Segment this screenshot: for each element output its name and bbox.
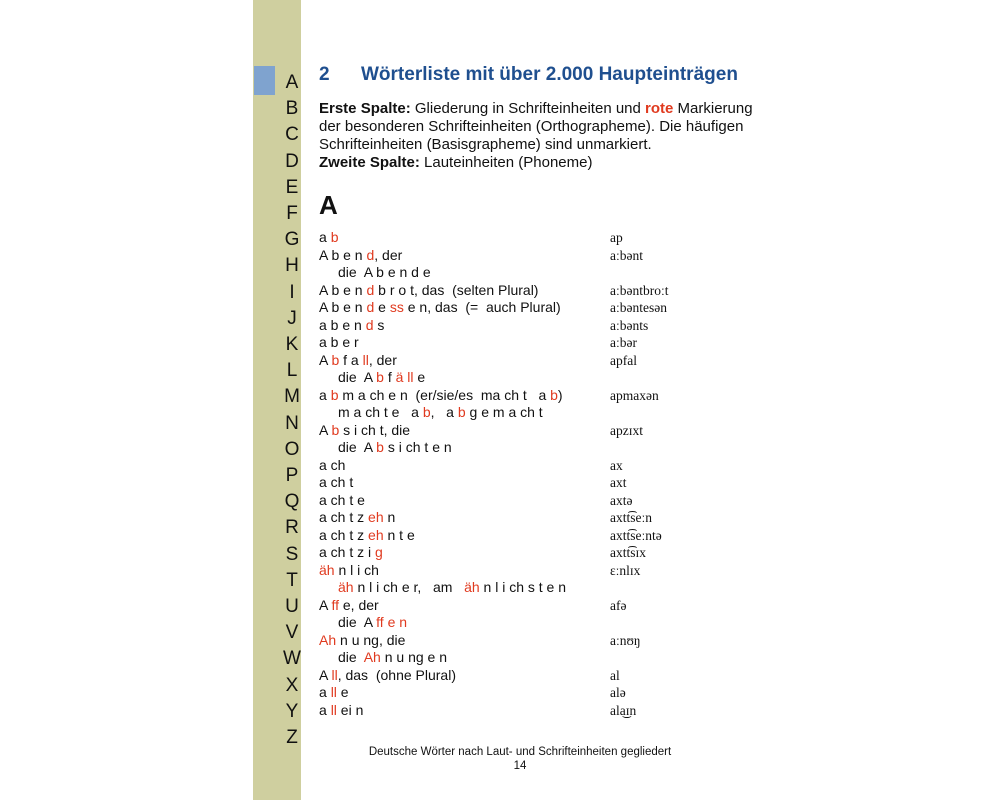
second-column-label: Zweite Spalte: <box>319 154 420 171</box>
grapheme-text: m a ch e n (er/sie/es ma ch t a <box>338 386 551 403</box>
entry-graphemes <box>319 702 363 718</box>
grapheme-text: a b e n <box>319 316 366 333</box>
entry-plural-form <box>319 404 699 422</box>
index-letter-c[interactable]: C <box>285 124 299 146</box>
grapheme-text: A <box>319 351 332 368</box>
grapheme-text: die <box>338 649 364 665</box>
index-letter-x[interactable]: X <box>285 674 299 696</box>
grapheme-text: a ch t e <box>319 491 365 508</box>
grapheme-text: A <box>319 666 332 683</box>
grapheme-text: , das (ohne Plural) <box>337 666 456 683</box>
grapheme-text: A b e n <box>319 246 367 263</box>
phoneme-transcription: aːbəntbroːt <box>610 282 669 298</box>
orthographeme-mark: b <box>330 386 339 403</box>
phoneme-transcription: ala͜ɪn <box>610 702 637 718</box>
orthographeme-mark: ll <box>362 351 369 368</box>
grapheme-text: die A <box>338 614 377 630</box>
entry-row <box>319 667 699 685</box>
entry-row <box>319 562 699 580</box>
orthographeme-mark: b <box>330 229 339 245</box>
grapheme-text: ei n <box>336 701 364 718</box>
orthographeme-mark: äh <box>464 579 480 595</box>
grapheme-text: A <box>319 596 332 613</box>
entry-row <box>319 632 699 650</box>
index-letter-s[interactable]: S <box>285 543 299 565</box>
chapter-number: 2 <box>319 64 330 85</box>
word-list <box>319 229 699 719</box>
phoneme-transcription: aːbənt <box>610 247 643 263</box>
index-letter-p[interactable]: P <box>285 465 299 486</box>
entry-row <box>319 544 699 562</box>
entry-graphemes <box>319 229 338 245</box>
grapheme-text: A b e n <box>319 281 367 298</box>
entry-row <box>319 282 699 300</box>
entry-graphemes <box>319 667 456 683</box>
orthographeme-mark: d <box>366 281 375 298</box>
entry-graphemes <box>319 527 415 543</box>
grapheme-text: a b e r <box>319 334 359 350</box>
phoneme-transcription: aːbər <box>610 335 637 350</box>
orthographeme-mark: d <box>366 246 375 263</box>
grapheme-text: s i ch t, die <box>339 421 411 438</box>
phoneme-transcription: axtə <box>610 492 633 508</box>
entry-graphemes <box>319 334 359 350</box>
grapheme-text: n u ng, die <box>336 631 406 648</box>
index-letter-i[interactable]: I <box>289 281 295 303</box>
grapheme-text: n l i ch e r, am <box>353 579 465 595</box>
grapheme-text: b r o t, das (selten Plural) <box>374 281 539 298</box>
orthographeme-mark: Ah <box>363 649 381 665</box>
grapheme-text: n l i ch <box>334 561 379 578</box>
entry-graphemes <box>319 509 395 525</box>
index-letter-l[interactable]: L <box>286 360 298 382</box>
entry-row <box>319 684 699 702</box>
phoneme-transcription: al <box>610 667 620 683</box>
intro-paragraph <box>319 100 759 172</box>
entry-plural-form <box>319 649 699 667</box>
index-letter-z[interactable]: Z <box>286 727 298 748</box>
intro-text-b: Markierung der besonderen Schrifteinheiten (Orthographeme). Die häufigen Schrifteinheiten (Basisgrapheme) sind unmarkiert. <box>319 100 753 153</box>
active-letter-marker <box>254 66 275 95</box>
orthographeme-mark: eh <box>368 509 384 525</box>
entry-graphemes <box>319 439 452 455</box>
index-letter-w[interactable]: W <box>283 648 301 670</box>
entry-plural-form <box>319 614 699 632</box>
orthographeme-mark: äh <box>338 579 354 595</box>
entry-plural-form <box>319 439 699 457</box>
chapter-title: Wörterliste mit über 2.000 Haupteinträgen <box>361 64 738 85</box>
orthographeme-mark: b <box>422 404 431 420</box>
grapheme-text: die A <box>338 439 377 455</box>
grapheme-text: , a <box>430 404 458 420</box>
grapheme-text: a <box>319 386 331 403</box>
orthographeme-mark: b <box>550 386 558 403</box>
entry-graphemes <box>319 632 405 648</box>
grapheme-text: A b e n <box>319 299 367 315</box>
grapheme-text: a ch t z i <box>319 544 376 560</box>
entry-graphemes <box>319 352 397 368</box>
entry-row <box>319 509 699 527</box>
entry-row <box>319 474 699 492</box>
orthographeme-mark: b <box>376 439 384 455</box>
grapheme-text: a <box>319 684 331 700</box>
entry-plural-form <box>319 369 699 387</box>
chapter-heading <box>319 64 738 86</box>
orthographeme-mark: Ah <box>319 631 337 648</box>
orthographeme-mark: d <box>366 299 375 315</box>
entry-graphemes <box>319 317 384 333</box>
orthographeme-mark: ll <box>330 684 337 700</box>
page-number: 14 <box>513 760 527 772</box>
footer-caption: Deutsche Wörter nach Laut- und Schrifteinheiten gegliedert <box>368 746 672 758</box>
index-letter-b[interactable]: B <box>285 98 299 120</box>
intro-text-a: Gliederung in Schrifteinheiten und <box>410 100 646 117</box>
entry-row <box>319 334 699 352</box>
entry-graphemes <box>319 492 365 508</box>
entry-graphemes <box>319 562 379 578</box>
orthographeme-mark: b <box>376 369 384 385</box>
orthographeme-mark: b <box>331 351 340 368</box>
intro-text-c: Lauteinheiten (Phoneme) <box>419 154 593 171</box>
orthographeme-mark: ll <box>331 666 338 683</box>
index-letter-t[interactable]: T <box>286 569 298 591</box>
entry-row <box>319 247 699 265</box>
orthographeme-mark: b <box>457 404 466 420</box>
phoneme-transcription: ɛːnlɪx <box>610 562 641 578</box>
grapheme-text: n <box>383 509 396 525</box>
entry-graphemes <box>319 649 447 665</box>
index-letter-n[interactable]: N <box>285 412 299 434</box>
phoneme-transcription: aːbəntesən <box>610 300 667 315</box>
phoneme-transcription: apfal <box>610 352 637 368</box>
grapheme-text: , der <box>368 351 397 368</box>
entry-graphemes <box>319 457 345 473</box>
red-keyword: rote <box>645 100 674 117</box>
phoneme-transcription: ap <box>610 230 623 245</box>
grapheme-text: e, der <box>339 596 379 613</box>
entry-graphemes <box>319 684 349 700</box>
entry-graphemes <box>319 597 379 613</box>
entry-graphemes <box>319 282 538 298</box>
entry-row <box>319 702 699 720</box>
index-letter-r[interactable]: R <box>285 517 299 539</box>
phoneme-transcription: ax <box>610 457 623 473</box>
grapheme-text: A <box>319 421 332 438</box>
grapheme-text: die A b e n d e <box>338 264 431 280</box>
grapheme-text: g e m a ch t <box>465 404 543 420</box>
entry-plural-form <box>319 264 699 282</box>
index-letter-m[interactable]: M <box>284 386 300 408</box>
grapheme-text: a <box>319 701 331 718</box>
entry-graphemes <box>319 614 407 630</box>
entry-row <box>319 527 699 545</box>
section-letter: A <box>319 190 338 220</box>
orthographeme-mark: äh <box>319 561 335 578</box>
index-letter-e[interactable]: E <box>285 176 299 198</box>
orthographeme-mark: b <box>331 421 340 438</box>
orthographeme-mark: ff <box>331 596 339 613</box>
phoneme-transcription: axtt͡seːntə <box>610 527 662 543</box>
grapheme-text: f <box>383 369 396 385</box>
phoneme-transcription: apmaxən <box>610 387 659 403</box>
orthographeme-mark: ä ll <box>395 369 414 385</box>
grapheme-text: ) <box>557 386 563 403</box>
grapheme-text: s i ch t e n <box>383 439 452 455</box>
grapheme-text: n t e <box>383 526 415 543</box>
index-letter-f[interactable]: F <box>286 203 298 224</box>
entry-row <box>319 352 699 370</box>
grapheme-text: n l i ch s t e n <box>479 579 567 595</box>
index-letter-o[interactable]: O <box>284 438 300 460</box>
entry-graphemes <box>319 299 561 315</box>
index-letter-y[interactable]: Y <box>285 700 299 722</box>
phoneme-transcription: axt <box>610 475 627 490</box>
entry-graphemes <box>319 247 402 263</box>
grapheme-text: s <box>373 316 385 333</box>
entry-row <box>319 457 699 475</box>
index-letter-q[interactable]: Q <box>284 491 300 513</box>
phoneme-transcription: afə <box>610 597 627 613</box>
index-letter-u[interactable]: U <box>285 596 299 617</box>
entry-graphemes <box>319 404 543 420</box>
entry-graphemes <box>319 544 383 560</box>
entry-graphemes <box>319 474 353 490</box>
index-letter-v[interactable]: V <box>285 622 299 644</box>
phoneme-transcription: alə <box>610 685 626 700</box>
grapheme-text: m a ch t e a <box>338 404 423 420</box>
grapheme-text: e <box>413 369 426 385</box>
phoneme-transcription: aːnʊŋ <box>610 632 641 648</box>
index-letter-k[interactable]: K <box>285 334 299 355</box>
entry-row <box>319 422 699 440</box>
grapheme-text: a ch <box>319 456 346 473</box>
entry-graphemes <box>319 422 410 438</box>
phoneme-transcription: aːbənts <box>610 317 649 333</box>
entry-graphemes <box>319 369 425 385</box>
entry-row <box>319 317 699 335</box>
grapheme-text: e n, das (= auch Plural) <box>403 299 561 315</box>
grapheme-text: e <box>336 684 349 700</box>
page-footer <box>320 745 720 773</box>
grapheme-text: , der <box>374 246 403 263</box>
grapheme-text: f a <box>339 351 363 368</box>
orthographeme-mark: g <box>375 544 383 560</box>
index-letter-j[interactable]: J <box>287 307 297 329</box>
index-letter-a[interactable]: A <box>285 72 299 93</box>
phoneme-transcription: axtt͡seːn <box>610 510 652 525</box>
orthographeme-mark: d <box>365 316 374 333</box>
grapheme-text: a <box>319 229 331 245</box>
orthographeme-mark: ss <box>389 299 404 315</box>
grapheme-text: e <box>374 299 390 315</box>
grapheme-text: a ch t z <box>319 509 369 525</box>
phoneme-transcription: axtt͡sɪx <box>610 545 646 560</box>
entry-graphemes <box>319 387 563 403</box>
grapheme-text: a ch t z <box>319 526 369 543</box>
entry-row <box>319 299 699 317</box>
grapheme-text: n u ng e n <box>380 649 447 665</box>
phoneme-transcription: apzɪxt <box>610 422 643 438</box>
entry-row <box>319 387 699 405</box>
orthographeme-mark: ll <box>330 701 337 718</box>
entry-row <box>319 492 699 510</box>
orthographeme-mark: ff e n <box>376 614 408 630</box>
index-letter-g[interactable]: G <box>284 229 300 251</box>
entry-row <box>319 229 699 247</box>
grapheme-text: die A <box>338 369 377 385</box>
first-column-label: Erste Spalte: <box>319 100 411 117</box>
orthographeme-mark: eh <box>368 526 384 543</box>
entry-row <box>319 597 699 615</box>
entry-graphemes <box>319 579 566 595</box>
index-letter-d[interactable]: D <box>285 150 299 172</box>
grapheme-text: a ch t <box>319 474 354 490</box>
entry-graphemes <box>319 264 431 280</box>
entry-plural-form <box>319 579 699 597</box>
index-letter-h[interactable]: H <box>285 255 299 277</box>
